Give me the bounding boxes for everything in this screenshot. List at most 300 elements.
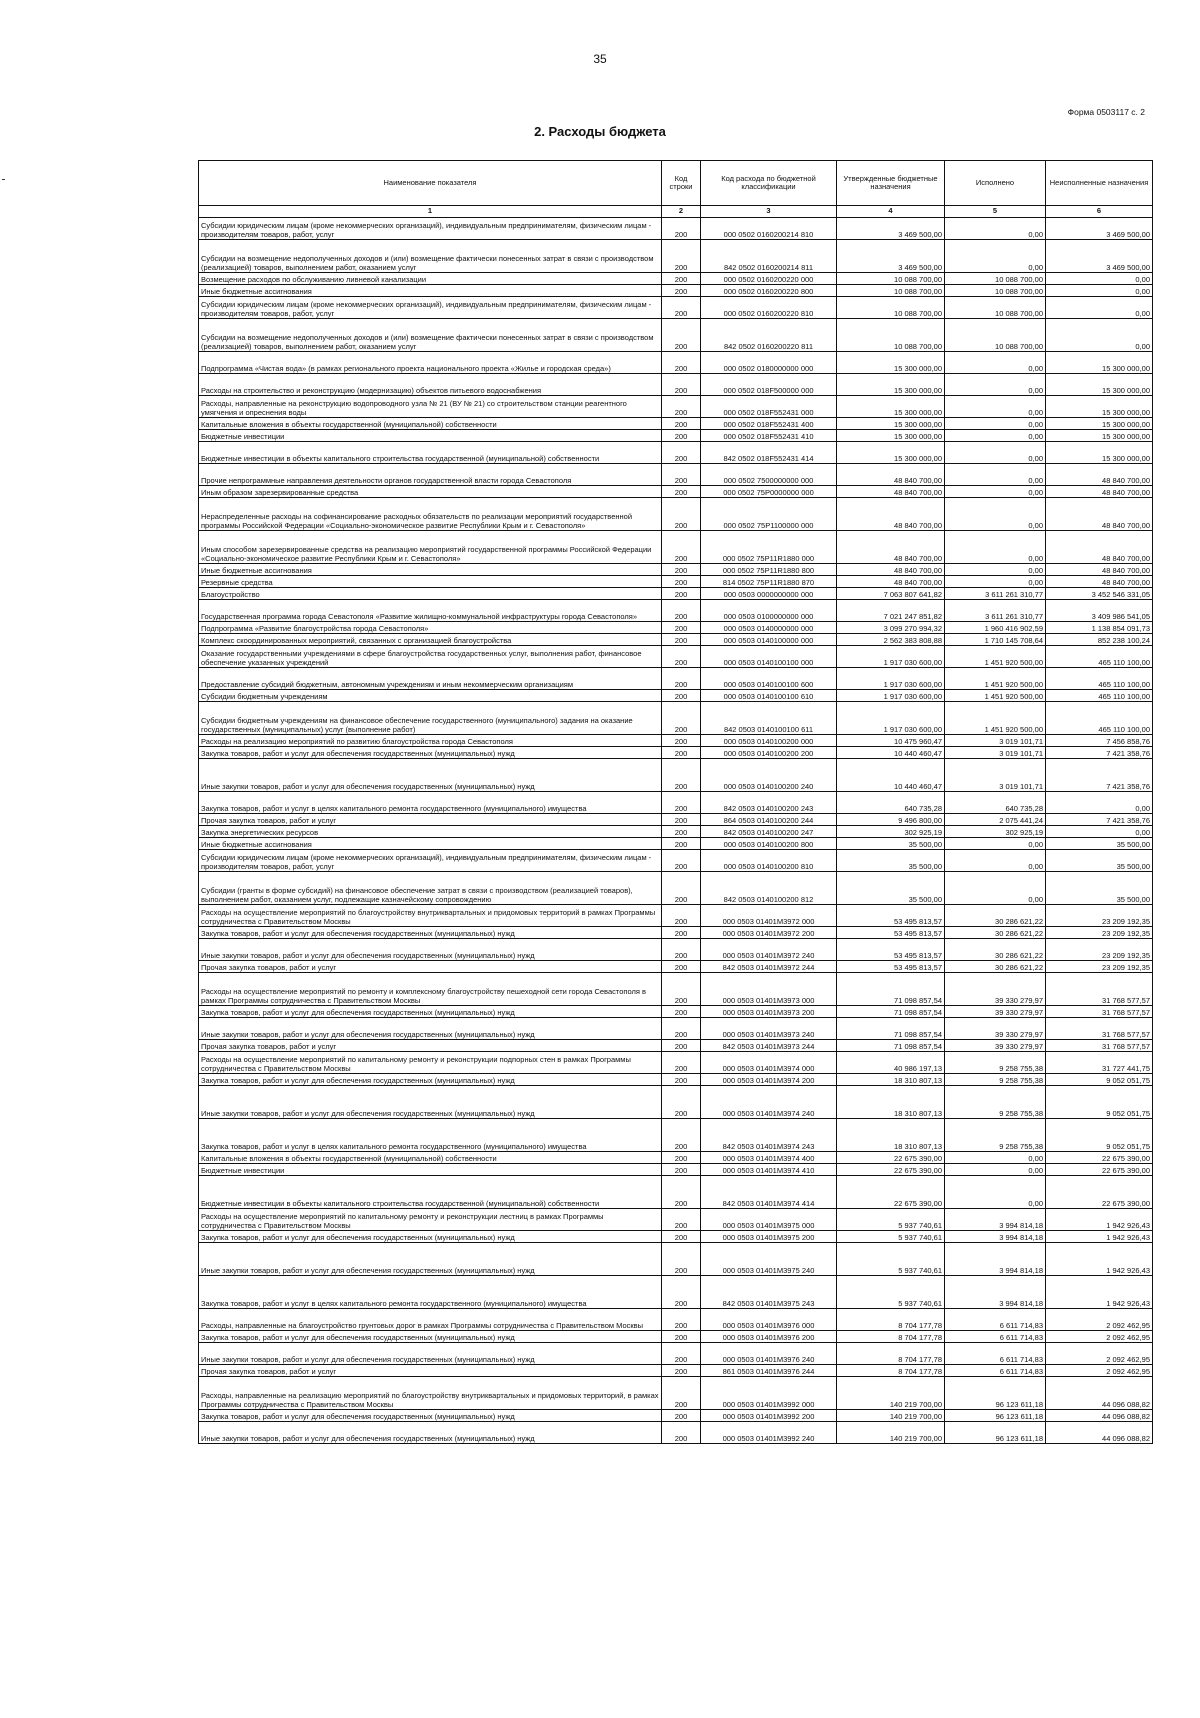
row-executed-cell: 10 088 700,00: [945, 297, 1046, 319]
row-unexecuted-cell: 0,00: [1046, 285, 1153, 297]
row-executed-cell: 0,00: [945, 1164, 1046, 1176]
row-name-cell: Закупка товаров, работ и услуг для обеспечения государственных (муниципальных) нужд: [199, 1331, 662, 1343]
row-unexecuted-cell: 1 942 926,43: [1046, 1243, 1153, 1276]
row-approved-cell: 15 300 000,00: [837, 374, 945, 396]
row-class-code-cell: 000 0503 0140000000 000: [701, 622, 837, 634]
row-class-code-cell: 000 0503 01401M3976 200: [701, 1331, 837, 1343]
row-approved-cell: 140 219 700,00: [837, 1410, 945, 1422]
row-unexecuted-cell: 44 096 088,82: [1046, 1377, 1153, 1410]
row-name-cell: Расходы, направленные на благоустройство грунтовых дорог в рамках Программы сотрудничества с Правительством Москвы: [199, 1309, 662, 1331]
row-line-code-cell: 200: [662, 531, 701, 564]
row-executed-cell: 9 258 755,38: [945, 1119, 1046, 1152]
table-row: [199, 1231, 1153, 1243]
row-executed-cell: 0,00: [945, 531, 1046, 564]
row-executed-cell: 30 286 621,22: [945, 905, 1046, 927]
row-name-cell: Бюджетные инвестиции: [199, 430, 662, 442]
row-unexecuted-cell: 0,00: [1046, 297, 1153, 319]
row-executed-cell: 0,00: [945, 1176, 1046, 1209]
row-name-cell: Капитальные вложения в объекты государственной (муниципальной) собственности: [199, 1152, 662, 1164]
row-line-code-cell: 200: [662, 273, 701, 285]
table-row: [199, 352, 1153, 374]
row-class-code-cell: 000 0502 018F552431 000: [701, 396, 837, 418]
row-line-code-cell: 200: [662, 442, 701, 464]
row-class-code-cell: 000 0503 0140100100 600: [701, 668, 837, 690]
row-name-cell: Иные бюджетные ассигнования: [199, 838, 662, 850]
row-class-code-cell: 000 0503 0140100200 200: [701, 747, 837, 759]
row-approved-cell: 71 098 857,54: [837, 973, 945, 1006]
row-class-code-cell: 000 0503 0140100200 810: [701, 850, 837, 872]
row-line-code-cell: 200: [662, 1309, 701, 1331]
column-number: 2: [662, 206, 701, 218]
row-name-cell: Субсидии юридическим лицам (кроме некоммерческих организаций), индивидуальным предпринимателям, физическим лицам - производителям товаров, работ, услуг: [199, 297, 662, 319]
row-line-code-cell: 200: [662, 826, 701, 838]
row-approved-cell: 15 300 000,00: [837, 396, 945, 418]
row-name-cell: Капитальные вложения в объекты государственной (муниципальной) собственности: [199, 418, 662, 430]
row-executed-cell: 302 925,19: [945, 826, 1046, 838]
table-row: [199, 1052, 1153, 1074]
header-approved: Утвержденные бюджетные назначения: [837, 161, 945, 206]
row-executed-cell: 39 330 279,97: [945, 1006, 1046, 1018]
row-executed-cell: 0,00: [945, 396, 1046, 418]
row-executed-cell: 0,00: [945, 498, 1046, 531]
row-approved-cell: 53 495 813,57: [837, 905, 945, 927]
row-approved-cell: 140 219 700,00: [837, 1377, 945, 1410]
row-line-code-cell: 200: [662, 634, 701, 646]
row-executed-cell: 6 611 714,83: [945, 1343, 1046, 1365]
table-row: [199, 498, 1153, 531]
row-name-cell: Предоставление субсидий бюджетным, автономным учреждениям и иным некоммерческим организациям: [199, 668, 662, 690]
row-unexecuted-cell: 31 768 577,57: [1046, 1040, 1153, 1052]
row-executed-cell: 0,00: [945, 240, 1046, 273]
row-unexecuted-cell: 23 209 192,35: [1046, 927, 1153, 939]
row-executed-cell: 0,00: [945, 374, 1046, 396]
row-approved-cell: 22 675 390,00: [837, 1176, 945, 1209]
table-row: [199, 826, 1153, 838]
row-name-cell: Расходы на осуществление мероприятий по ремонту и комплексному благоустройству пешеходной сети города Севастополя в рамках Программы сотрудничества с Правительством Москвы: [199, 973, 662, 1006]
row-name-cell: Благоустройство: [199, 588, 662, 600]
row-class-code-cell: 000 0503 01401M3975 200: [701, 1231, 837, 1243]
row-line-code-cell: 200: [662, 1164, 701, 1176]
table-row: [199, 564, 1153, 576]
row-executed-cell: 1 451 920 500,00: [945, 702, 1046, 735]
table-row: [199, 668, 1153, 690]
row-name-cell: Иные бюджетные ассигнования: [199, 564, 662, 576]
table-row: [199, 486, 1153, 498]
column-number: 6: [1046, 206, 1153, 218]
row-executed-cell: 3 019 101,71: [945, 759, 1046, 792]
row-approved-cell: 71 098 857,54: [837, 1006, 945, 1018]
table-row: [199, 927, 1153, 939]
row-approved-cell: 53 495 813,57: [837, 927, 945, 939]
row-class-code-cell: 000 0502 75P11R1880 800: [701, 564, 837, 576]
row-line-code-cell: 200: [662, 939, 701, 961]
row-approved-cell: 18 310 807,13: [837, 1119, 945, 1152]
row-executed-cell: 3 019 101,71: [945, 747, 1046, 759]
table-row: [199, 973, 1153, 1006]
row-class-code-cell: 000 0503 01401M3992 000: [701, 1377, 837, 1410]
row-approved-cell: 1 917 030 600,00: [837, 690, 945, 702]
row-name-cell: Нераспределенные расходы на софинансирование расходных обязательств по реализации мероприятий государственной программы Российской Федерации «Социально-экономическое развитие Республики Крым и г. Севастополя»: [199, 498, 662, 531]
row-executed-cell: 96 123 611,18: [945, 1410, 1046, 1422]
row-line-code-cell: 200: [662, 564, 701, 576]
row-class-code-cell: 000 0503 01401M3974 400: [701, 1152, 837, 1164]
row-executed-cell: 1 451 920 500,00: [945, 668, 1046, 690]
row-class-code-cell: 000 0503 01401M3972 200: [701, 927, 837, 939]
row-executed-cell: 1 451 920 500,00: [945, 646, 1046, 668]
row-line-code-cell: 200: [662, 1422, 701, 1444]
row-approved-cell: 7 021 247 851,82: [837, 600, 945, 622]
row-unexecuted-cell: 1 942 926,43: [1046, 1231, 1153, 1243]
row-name-cell: Иные закупки товаров, работ и услуг для обеспечения государственных (муниципальных) нужд: [199, 939, 662, 961]
row-line-code-cell: 200: [662, 1176, 701, 1209]
row-unexecuted-cell: 465 110 100,00: [1046, 702, 1153, 735]
row-unexecuted-cell: 23 209 192,35: [1046, 961, 1153, 973]
row-approved-cell: 10 440 460,47: [837, 759, 945, 792]
page-number: 35: [593, 52, 607, 66]
header-unexecuted: Неисполненные назначения: [1046, 161, 1153, 206]
row-line-code-cell: 200: [662, 1119, 701, 1152]
table-row: [199, 735, 1153, 747]
row-line-code-cell: 200: [662, 297, 701, 319]
row-unexecuted-cell: 0,00: [1046, 319, 1153, 352]
table-row: [199, 218, 1153, 240]
row-approved-cell: 48 840 700,00: [837, 464, 945, 486]
row-class-code-cell: 000 0503 0140100000 000: [701, 634, 837, 646]
row-approved-cell: 10 088 700,00: [837, 285, 945, 297]
row-unexecuted-cell: 465 110 100,00: [1046, 668, 1153, 690]
row-unexecuted-cell: 48 840 700,00: [1046, 498, 1153, 531]
row-class-code-cell: 000 0502 018F552431 400: [701, 418, 837, 430]
row-line-code-cell: 200: [662, 319, 701, 352]
row-class-code-cell: 000 0502 0160200220 800: [701, 285, 837, 297]
table-row: [199, 872, 1153, 905]
row-approved-cell: 48 840 700,00: [837, 564, 945, 576]
row-class-code-cell: 000 0502 75P11R1880 000: [701, 531, 837, 564]
row-name-cell: Расходы на осуществление мероприятий по благоустройству внутриквартальных и придомовых территорий в рамках Программы сотрудничества с Правительством Москвы: [199, 905, 662, 927]
table-row: [199, 939, 1153, 961]
row-name-cell: Иные закупки товаров, работ и услуг для обеспечения государственных (муниципальных) нужд: [199, 1343, 662, 1365]
column-number: 3: [701, 206, 837, 218]
row-line-code-cell: 200: [662, 1040, 701, 1052]
row-name-cell: Закупка товаров, работ и услуг для обеспечения государственных (муниципальных) нужд: [199, 1006, 662, 1018]
row-line-code-cell: 200: [662, 1052, 701, 1074]
row-name-cell: Субсидии бюджетным учреждениям на финансовое обеспечение государственного (муниципального) задания на оказание государственных (муниципальных) услуг (выполнение работ): [199, 702, 662, 735]
table-row: [199, 1377, 1153, 1410]
row-class-code-cell: 842 0503 01401M3974 243: [701, 1119, 837, 1152]
table-row: [199, 961, 1153, 973]
row-unexecuted-cell: 1 942 926,43: [1046, 1276, 1153, 1309]
row-executed-cell: 3 994 814,18: [945, 1276, 1046, 1309]
table-row: [199, 1018, 1153, 1040]
row-executed-cell: 9 258 755,38: [945, 1086, 1046, 1119]
row-unexecuted-cell: 3 409 986 541,05: [1046, 600, 1153, 622]
row-executed-cell: 9 258 755,38: [945, 1052, 1046, 1074]
row-name-cell: Иные бюджетные ассигнования: [199, 285, 662, 297]
row-unexecuted-cell: 465 110 100,00: [1046, 646, 1153, 668]
row-unexecuted-cell: 15 300 000,00: [1046, 430, 1153, 442]
table-row: [199, 759, 1153, 792]
row-executed-cell: 0,00: [945, 442, 1046, 464]
row-executed-cell: 30 286 621,22: [945, 927, 1046, 939]
row-unexecuted-cell: 23 209 192,35: [1046, 905, 1153, 927]
row-name-cell: Государственная программа города Севастополя «Развитие жилищно-коммунальной инфраструктуры города Севастополя»: [199, 600, 662, 622]
row-name-cell: Иные закупки товаров, работ и услуг для обеспечения государственных (муниципальных) нужд: [199, 759, 662, 792]
row-line-code-cell: 200: [662, 1231, 701, 1243]
row-line-code-cell: 200: [662, 576, 701, 588]
row-name-cell: Закупка товаров, работ и услуг для обеспечения государственных (муниципальных) нужд: [199, 1410, 662, 1422]
row-class-code-cell: 000 0502 018F552431 410: [701, 430, 837, 442]
table-row: [199, 690, 1153, 702]
row-line-code-cell: 200: [662, 498, 701, 531]
row-name-cell: Резервные средства: [199, 576, 662, 588]
row-executed-cell: 1 710 145 708,64: [945, 634, 1046, 646]
row-unexecuted-cell: 31 768 577,57: [1046, 1006, 1153, 1018]
table-row: [199, 1243, 1153, 1276]
table-row: [199, 747, 1153, 759]
row-name-cell: Подпрограмма «Чистая вода» (в рамках регионального проекта национального проекта «Жилье и городская среда»): [199, 352, 662, 374]
row-unexecuted-cell: 31 768 577,57: [1046, 973, 1153, 1006]
row-line-code-cell: 200: [662, 1365, 701, 1377]
row-name-cell: Иные закупки товаров, работ и услуг для обеспечения государственных (муниципальных) нужд: [199, 1422, 662, 1444]
row-name-cell: Расходы на строительство и реконструкцию (модернизацию) объектов питьевого водоснабжения: [199, 374, 662, 396]
row-approved-cell: 8 704 177,78: [837, 1331, 945, 1343]
row-unexecuted-cell: 31 727 441,75: [1046, 1052, 1153, 1074]
row-line-code-cell: 200: [662, 240, 701, 273]
row-approved-cell: 3 469 500,00: [837, 218, 945, 240]
row-name-cell: Бюджетные инвестиции в объекты капитального строительства государственной (муниципальной) собственности: [199, 442, 662, 464]
row-unexecuted-cell: 35 500,00: [1046, 872, 1153, 905]
row-executed-cell: 3 611 261 310,77: [945, 588, 1046, 600]
row-executed-cell: 0,00: [945, 418, 1046, 430]
row-executed-cell: 6 611 714,83: [945, 1365, 1046, 1377]
row-line-code-cell: 200: [662, 747, 701, 759]
row-class-code-cell: 000 0503 01401M3975 000: [701, 1209, 837, 1231]
row-approved-cell: 9 496 800,00: [837, 814, 945, 826]
row-name-cell: Прочая закупка товаров, работ и услуг: [199, 961, 662, 973]
table-row: [199, 814, 1153, 826]
row-unexecuted-cell: 22 675 390,00: [1046, 1164, 1153, 1176]
row-approved-cell: 53 495 813,57: [837, 961, 945, 973]
row-name-cell: Прочая закупка товаров, работ и услуг: [199, 1365, 662, 1377]
row-class-code-cell: 000 0503 01401M3976 000: [701, 1309, 837, 1331]
row-unexecuted-cell: 48 840 700,00: [1046, 486, 1153, 498]
row-unexecuted-cell: 7 456 858,76: [1046, 735, 1153, 747]
row-approved-cell: 2 562 383 808,88: [837, 634, 945, 646]
column-number: 5: [945, 206, 1046, 218]
row-line-code-cell: 200: [662, 1006, 701, 1018]
row-unexecuted-cell: 852 238 100,24: [1046, 634, 1153, 646]
row-executed-cell: 9 258 755,38: [945, 1074, 1046, 1086]
row-unexecuted-cell: 9 052 051,75: [1046, 1086, 1153, 1119]
row-approved-cell: 8 704 177,78: [837, 1365, 945, 1377]
row-unexecuted-cell: 7 421 358,76: [1046, 814, 1153, 826]
row-class-code-cell: 000 0503 01401M3973 200: [701, 1006, 837, 1018]
row-line-code-cell: 200: [662, 759, 701, 792]
table-row: [199, 464, 1153, 486]
row-line-code-cell: 200: [662, 690, 701, 702]
row-line-code-cell: 200: [662, 850, 701, 872]
table-row: [199, 1276, 1153, 1309]
row-executed-cell: 0,00: [945, 352, 1046, 374]
row-line-code-cell: 200: [662, 735, 701, 747]
table-row: [199, 1422, 1153, 1444]
row-approved-cell: 640 735,28: [837, 792, 945, 814]
table-row: [199, 319, 1153, 352]
row-unexecuted-cell: 0,00: [1046, 273, 1153, 285]
row-line-code-cell: 200: [662, 486, 701, 498]
row-class-code-cell: 842 0502 0160200220 811: [701, 319, 837, 352]
row-unexecuted-cell: 44 096 088,82: [1046, 1422, 1153, 1444]
row-executed-cell: 39 330 279,97: [945, 1040, 1046, 1052]
row-unexecuted-cell: 48 840 700,00: [1046, 531, 1153, 564]
row-executed-cell: 1 960 416 902,59: [945, 622, 1046, 634]
row-name-cell: Расходы на осуществление мероприятий по капитальному ремонту и реконструкции подпорных стен в рамках Программы сотрудничества с Правительством Москвы: [199, 1052, 662, 1074]
row-unexecuted-cell: 1 942 926,43: [1046, 1209, 1153, 1231]
row-unexecuted-cell: 3 469 500,00: [1046, 240, 1153, 273]
row-unexecuted-cell: 0,00: [1046, 792, 1153, 814]
row-line-code-cell: 200: [662, 814, 701, 826]
row-unexecuted-cell: 2 092 462,95: [1046, 1343, 1153, 1365]
row-unexecuted-cell: 0,00: [1046, 826, 1153, 838]
row-class-code-cell: 000 0503 0140100100 000: [701, 646, 837, 668]
row-class-code-cell: 000 0503 01401M3973 240: [701, 1018, 837, 1040]
row-name-cell: Иные закупки товаров, работ и услуг для обеспечения государственных (муниципальных) нужд: [199, 1086, 662, 1119]
row-approved-cell: 53 495 813,57: [837, 939, 945, 961]
row-line-code-cell: 200: [662, 600, 701, 622]
row-executed-cell: 30 286 621,22: [945, 961, 1046, 973]
row-line-code-cell: 200: [662, 396, 701, 418]
table-row: [199, 1343, 1153, 1365]
row-name-cell: Прочие непрограммные направления деятельности органов государственной власти города Севастополя: [199, 464, 662, 486]
row-class-code-cell: 000 0503 01401M3974 240: [701, 1086, 837, 1119]
table-row: [199, 1365, 1153, 1377]
row-unexecuted-cell: 2 092 462,95: [1046, 1331, 1153, 1343]
row-executed-cell: 10 088 700,00: [945, 273, 1046, 285]
row-class-code-cell: 000 0503 01401M3992 200: [701, 1410, 837, 1422]
header-class-code: Код расхода по бюджетной классификации: [701, 161, 837, 206]
row-name-cell: Бюджетные инвестиции в объекты капитального строительства государственной (муниципальной) собственности: [199, 1176, 662, 1209]
row-line-code-cell: 200: [662, 702, 701, 735]
table-row: [199, 1152, 1153, 1164]
row-class-code-cell: 000 0503 0000000000 000: [701, 588, 837, 600]
row-line-code-cell: 200: [662, 1243, 701, 1276]
row-line-code-cell: 200: [662, 1018, 701, 1040]
row-approved-cell: 8 704 177,78: [837, 1343, 945, 1365]
row-approved-cell: 1 917 030 600,00: [837, 668, 945, 690]
row-line-code-cell: 200: [662, 218, 701, 240]
row-approved-cell: 7 063 807 641,82: [837, 588, 945, 600]
row-executed-cell: 30 286 621,22: [945, 939, 1046, 961]
row-unexecuted-cell: 9 052 051,75: [1046, 1119, 1153, 1152]
row-approved-cell: 35 500,00: [837, 850, 945, 872]
row-class-code-cell: 842 0503 0140100200 247: [701, 826, 837, 838]
row-approved-cell: 5 937 740,61: [837, 1243, 945, 1276]
row-line-code-cell: 200: [662, 285, 701, 297]
row-executed-cell: 0,00: [945, 872, 1046, 905]
row-class-code-cell: 000 0502 0160200220 000: [701, 273, 837, 285]
table-row: [199, 1006, 1153, 1018]
row-unexecuted-cell: 15 300 000,00: [1046, 396, 1153, 418]
row-approved-cell: 15 300 000,00: [837, 442, 945, 464]
row-class-code-cell: 000 0503 0140100200 000: [701, 735, 837, 747]
row-name-cell: Прочая закупка товаров, работ и услуг: [199, 814, 662, 826]
row-approved-cell: 48 840 700,00: [837, 498, 945, 531]
table-row: [199, 850, 1153, 872]
row-executed-cell: 0,00: [945, 218, 1046, 240]
table-row: [199, 792, 1153, 814]
row-class-code-cell: 000 0503 01401M3992 240: [701, 1422, 837, 1444]
row-unexecuted-cell: 48 840 700,00: [1046, 464, 1153, 486]
row-class-code-cell: 000 0502 0160200214 810: [701, 218, 837, 240]
row-name-cell: Оказание государственными учреждениями в сфере благоустройства государственных услуг, выполнения работ, финансовое обеспечение указанных учреждений: [199, 646, 662, 668]
row-approved-cell: 302 925,19: [837, 826, 945, 838]
row-unexecuted-cell: 15 300 000,00: [1046, 442, 1153, 464]
row-executed-cell: 0,00: [945, 464, 1046, 486]
table-row: [199, 588, 1153, 600]
row-executed-cell: 10 088 700,00: [945, 285, 1046, 297]
row-name-cell: Субсидии юридическим лицам (кроме некоммерческих организаций), индивидуальным предпринимателям, физическим лицам - производителям товаров, работ, услуг: [199, 850, 662, 872]
row-unexecuted-cell: 9 052 051,75: [1046, 1074, 1153, 1086]
table-row: [199, 634, 1153, 646]
row-class-code-cell: 000 0503 0140100100 610: [701, 690, 837, 702]
row-approved-cell: 1 917 030 600,00: [837, 702, 945, 735]
row-line-code-cell: 200: [662, 430, 701, 442]
row-executed-cell: 0,00: [945, 850, 1046, 872]
row-executed-cell: 3 994 814,18: [945, 1231, 1046, 1243]
row-class-code-cell: 861 0503 01401M3976 244: [701, 1365, 837, 1377]
row-executed-cell: 0,00: [945, 564, 1046, 576]
row-line-code-cell: 200: [662, 1209, 701, 1231]
row-unexecuted-cell: 35 500,00: [1046, 850, 1153, 872]
row-name-cell: Расходы, направленные на реконструкцию водопроводного узла № 21 (ВУ № 21) со строительством станции реагентного умягчения и опреснения воды: [199, 396, 662, 418]
row-line-code-cell: 200: [662, 418, 701, 430]
row-name-cell: Комплекс скоординированных мероприятий, связанных с организацией благоустройства: [199, 634, 662, 646]
row-approved-cell: 10 088 700,00: [837, 297, 945, 319]
row-approved-cell: 18 310 807,13: [837, 1074, 945, 1086]
row-class-code-cell: 814 0502 75P11R1880 870: [701, 576, 837, 588]
row-unexecuted-cell: 465 110 100,00: [1046, 690, 1153, 702]
row-approved-cell: 48 840 700,00: [837, 531, 945, 564]
table-row: [199, 1309, 1153, 1331]
row-name-cell: Иные закупки товаров, работ и услуг для обеспечения государственных (муниципальных) нужд: [199, 1018, 662, 1040]
header-line-code: Код строки: [662, 161, 701, 206]
row-approved-cell: 5 937 740,61: [837, 1231, 945, 1243]
table-row: [199, 622, 1153, 634]
row-class-code-cell: 842 0502 018F552431 414: [701, 442, 837, 464]
row-name-cell: Субсидии (гранты в форме субсидий) на финансовое обеспечение затрат в связи с производством (реализацией товаров), выполнением работ, оказанием услуг, подлежащие казначейскому сопровождению: [199, 872, 662, 905]
row-unexecuted-cell: 48 840 700,00: [1046, 576, 1153, 588]
row-name-cell: Закупка товаров, работ и услуг для обеспечения государственных (муниципальных) нужд: [199, 747, 662, 759]
row-executed-cell: 3 994 814,18: [945, 1209, 1046, 1231]
row-approved-cell: 48 840 700,00: [837, 486, 945, 498]
row-unexecuted-cell: 23 209 192,35: [1046, 939, 1153, 961]
row-unexecuted-cell: 1 138 854 091,73: [1046, 622, 1153, 634]
table-row: [199, 702, 1153, 735]
row-class-code-cell: 842 0503 0140100200 812: [701, 872, 837, 905]
table-row: [199, 1119, 1153, 1152]
row-line-code-cell: 200: [662, 961, 701, 973]
row-approved-cell: 3 099 270 994,32: [837, 622, 945, 634]
table-row: [199, 240, 1153, 273]
row-unexecuted-cell: 7 421 358,76: [1046, 747, 1153, 759]
row-line-code-cell: 200: [662, 927, 701, 939]
column-number-row: [199, 206, 1153, 218]
row-name-cell: Закупка товаров, работ и услуг в целях капитального ремонта государственного (муниципального) имущества: [199, 792, 662, 814]
table-row: [199, 430, 1153, 442]
expenses-table: [198, 160, 1153, 1444]
row-line-code-cell: 200: [662, 1086, 701, 1119]
row-line-code-cell: 200: [662, 792, 701, 814]
